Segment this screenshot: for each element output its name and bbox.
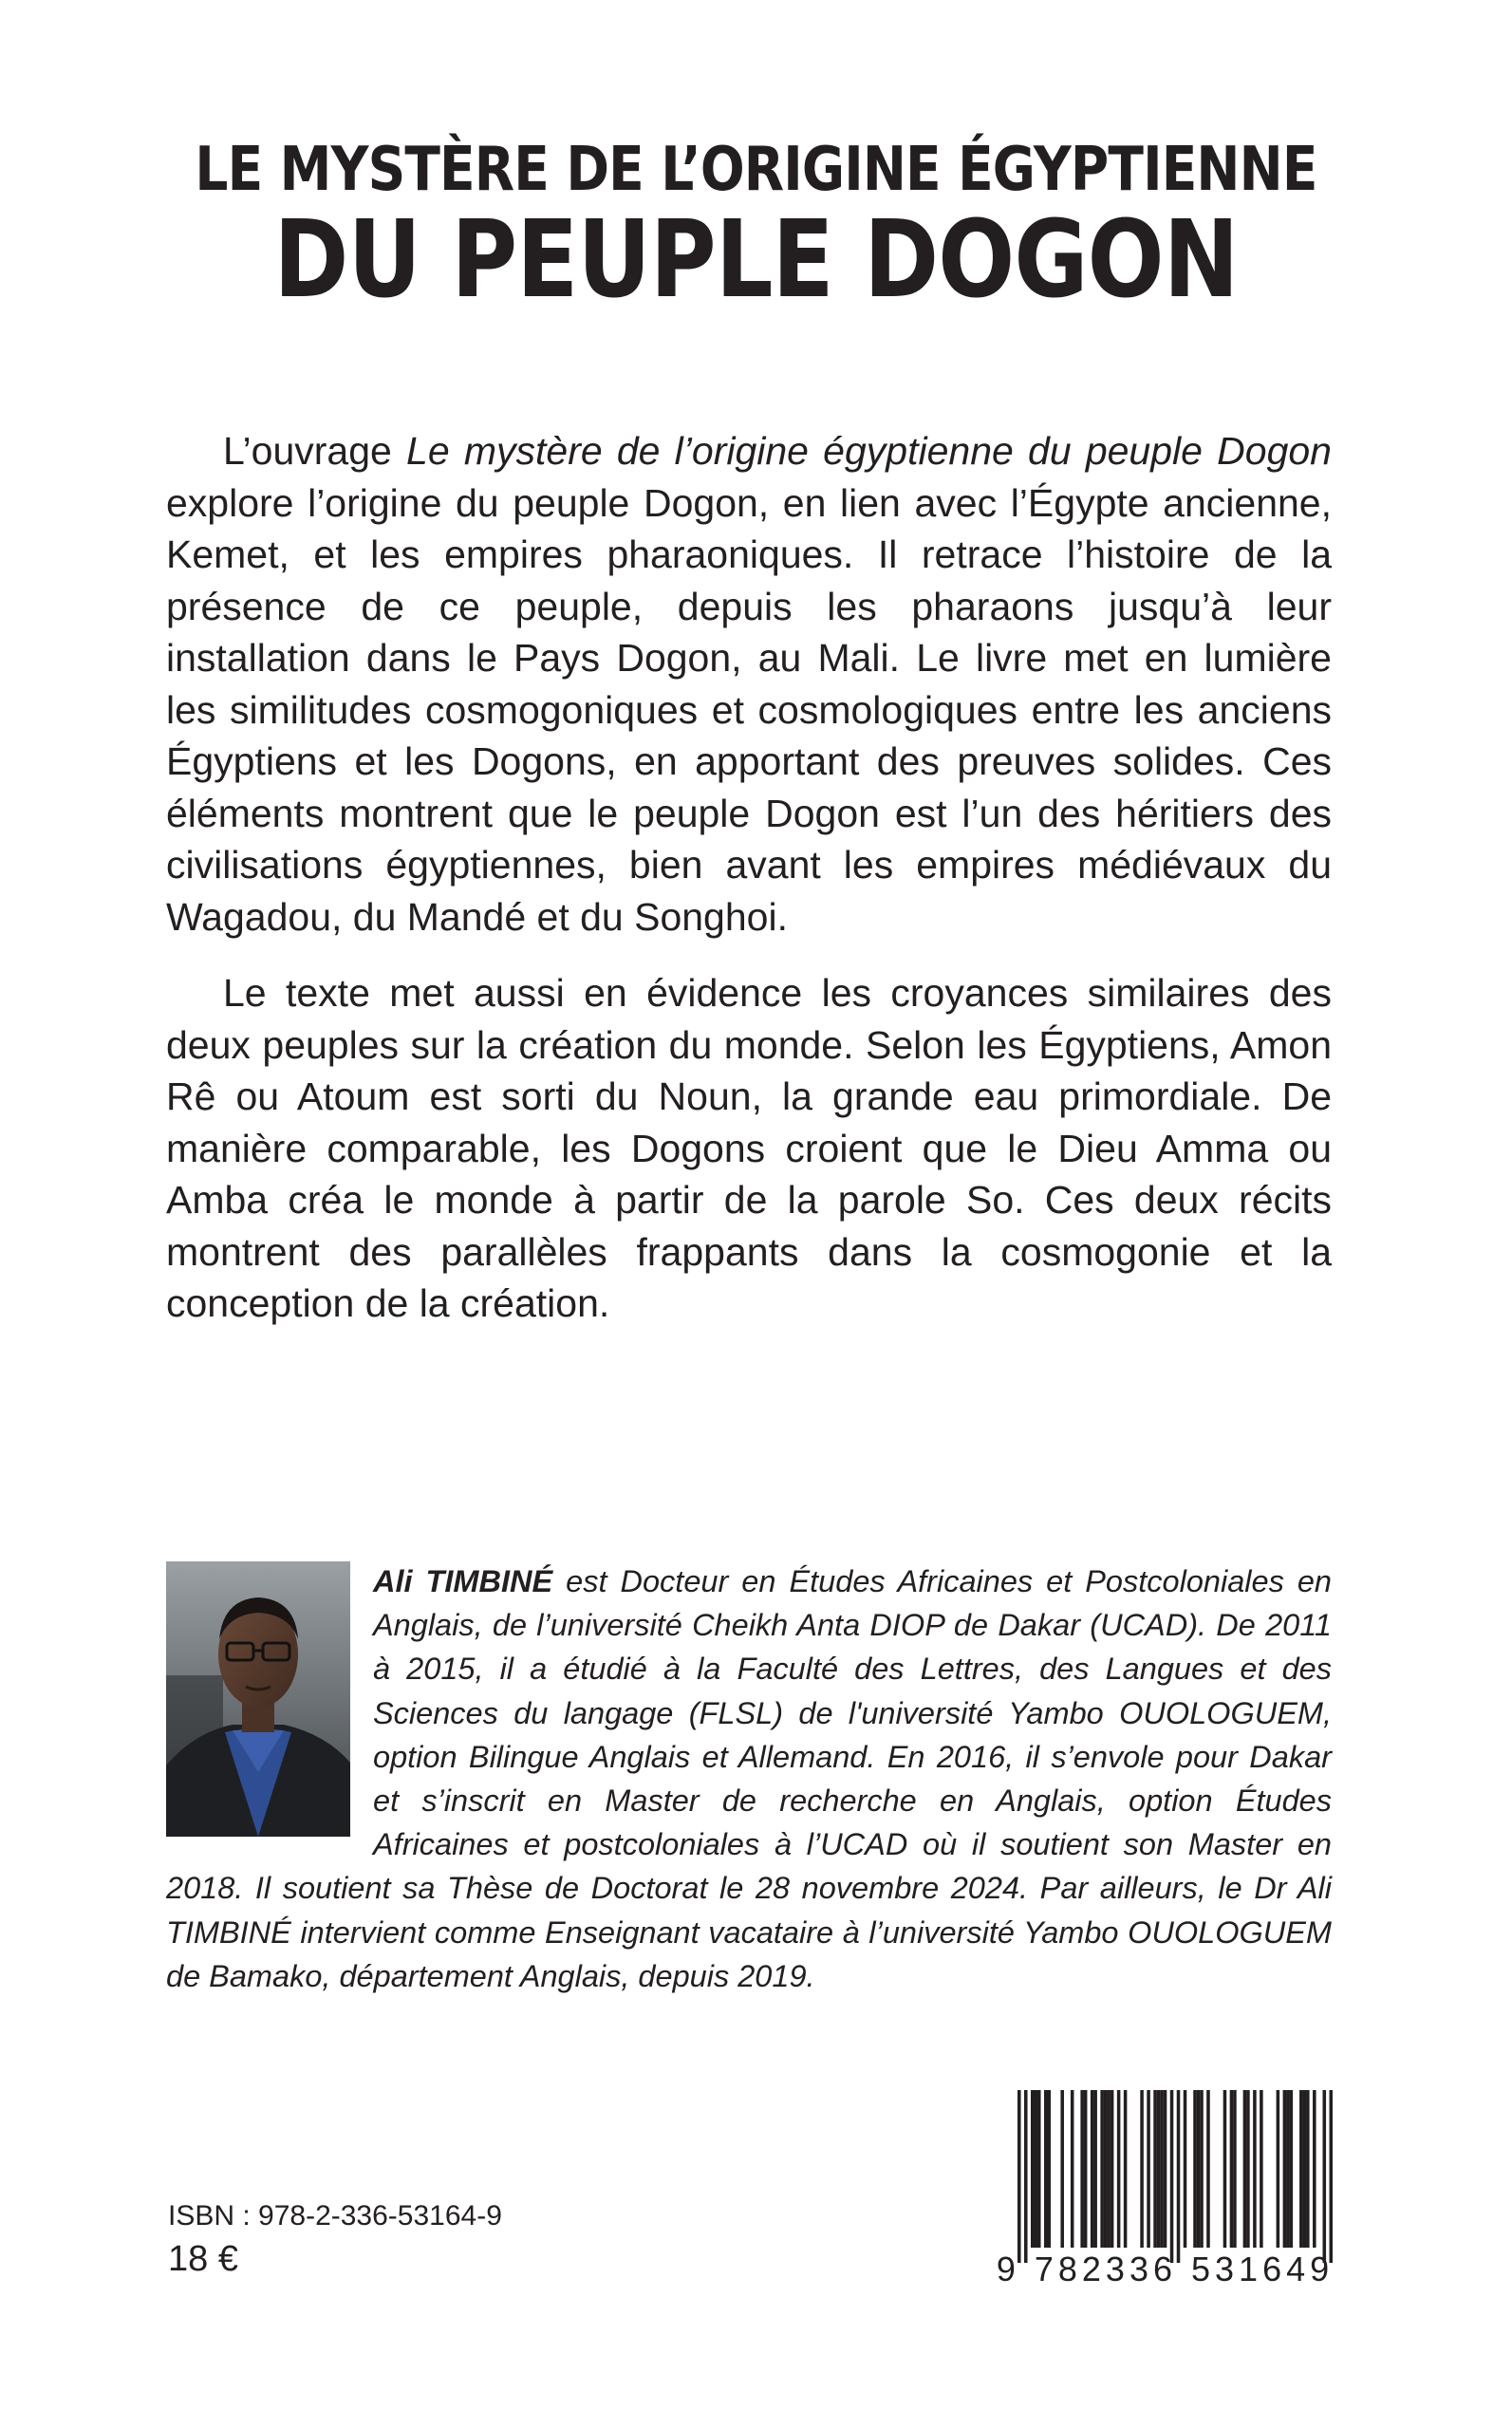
barcode-bar xyxy=(1290,2090,1294,2248)
price: 18 € xyxy=(168,2239,238,2279)
barcode-bar xyxy=(1060,2090,1064,2248)
barcode-bar xyxy=(1160,2090,1164,2248)
barcode-bar xyxy=(1253,2090,1257,2248)
barcode-digits: 9 782336 531649 xyxy=(996,2250,1335,2288)
author-bio xyxy=(166,1559,1332,1998)
barcode-bar xyxy=(1080,2090,1084,2248)
barcode-bar xyxy=(1034,2090,1037,2248)
isbn: ISBN : 978-2-336-53164-9 xyxy=(168,2200,502,2232)
barcode-bar xyxy=(1037,2090,1041,2248)
barcode-bar xyxy=(1107,2090,1111,2248)
barcode-bar xyxy=(1124,2090,1128,2248)
author-bio-text: est Docteur en Études Africaines et Postcoloniales en Anglais, de l’université Cheikh Anta DIOP de Dakar (UCAD). De 2011 à 2015, il a étudié à la Faculté des Lettres, des Langues et des Sciences du langage (FLSL) de l'université Yambo OUOLOGUEM, option Bilingue Anglais et Allemand. En 2016, il s’envole pour Dakar et s’inscrit en Master de recherche en Anglais, option Études Africaines et postcoloniales à l’UCAD où il soutient son Master en 2018. Il soutient sa Thèse de Doctorat le 28 novembre 2024. Par ailleurs, le Dr Ali TIMBINÉ intervient comme Enseignant vacataire à l’université Yambo OUOLOGUEM de Bamako, département Anglais, depuis 2019. xyxy=(166,1564,1332,1993)
barcode-bar xyxy=(1153,2090,1157,2248)
barcode-bar xyxy=(1071,2090,1074,2248)
barcode-bar xyxy=(1243,2090,1247,2248)
barcode-bar xyxy=(1193,2090,1197,2248)
barcode-bar xyxy=(1140,2090,1144,2248)
photo-spacer xyxy=(166,1559,373,1827)
barcode-bar xyxy=(1323,2090,1327,2263)
barcode-bar xyxy=(1197,2090,1201,2248)
barcode-bar xyxy=(1117,2090,1121,2248)
barcode-bar xyxy=(1177,2090,1181,2263)
barcode-bar xyxy=(1024,2090,1028,2263)
barcode xyxy=(1017,2090,1333,2263)
barcode-bar xyxy=(1031,2090,1035,2248)
barcode-bar xyxy=(1330,2090,1333,2263)
barcode-bar xyxy=(1246,2090,1250,2248)
barcode-bar xyxy=(1091,2090,1094,2248)
barcode-bar xyxy=(1147,2090,1150,2248)
summary-book-title: Le mystère de l’origine égyptienne du peuple Dogon xyxy=(406,429,1332,473)
summary-body: explore l’origine du peuple Dogon, en lien avec l’Égypte ancienne, Kemet, et les empires pharaoniques. Il retrace l’histoire de la présence de ce peuple, depuis les pharaons jusqu’à leur installation dans le Pays Dogon, au Mali. Le livre met en lumière les similitudes cosmogoniques et cosmologiques entre les anciens Égyptiens et les Dogons, en apportant des preuves solides. Ces éléments montrent que le peuple Dogon est l’un des héritiers des civilisations égyptiennes, bien avant les empires médiévaux du Wagadou, du Mandé et du Songhoi. xyxy=(166,480,1332,939)
book-title-line1: LE MYSTÈRE DE L’ORIGINE ÉGYPTIENNE xyxy=(195,135,1317,205)
barcode-bar xyxy=(1104,2090,1108,2248)
barcode-bar xyxy=(1100,2090,1104,2248)
barcode-bar xyxy=(1313,2090,1316,2248)
book-title-line2: DU PEUPLE DOGON xyxy=(273,198,1239,322)
barcode-bar xyxy=(1157,2090,1161,2248)
author-name: Ali TIMBINÉ xyxy=(373,1564,553,1598)
barcode-bar xyxy=(1223,2090,1227,2248)
barcode-bar xyxy=(1111,2090,1114,2248)
summary-paragraph-1 xyxy=(166,425,1332,943)
barcode-bar xyxy=(1170,2090,1174,2263)
barcode-bar xyxy=(1200,2090,1204,2248)
barcode-bar xyxy=(1084,2090,1088,2248)
barcode-bar xyxy=(1303,2090,1307,2248)
barcode-bar xyxy=(1047,2090,1051,2248)
barcode-bar xyxy=(1184,2090,1187,2248)
summary-paragraph-2: Le texte met aussi en évidence les croyances similaires des deux peuples sur la création du monde. Selon les Égyptiens, Amon Rê ou Atoum est sorti du Noun, la grande eau primordiale. De manière comparable, les Dogons croient que le Dieu Amma ou Amba créa le monde à partir de la parole So. Ces deux récits montrent des parallèles frappants dans la cosmogonie et la conception de la création. xyxy=(166,971,1332,1325)
barcode-bar xyxy=(1093,2090,1097,2248)
barcode-bar xyxy=(1286,2090,1290,2248)
book-summary xyxy=(166,425,1332,1330)
barcode-bar xyxy=(1277,2090,1280,2248)
barcode-bar xyxy=(1299,2090,1303,2248)
barcode-bar xyxy=(1044,2090,1048,2248)
barcode-bar xyxy=(1283,2090,1287,2248)
barcode-bar xyxy=(1206,2090,1210,2248)
barcode-bar xyxy=(1017,2090,1021,2263)
barcode-bar xyxy=(1233,2090,1237,2248)
barcode-bar xyxy=(1230,2090,1234,2248)
barcode-bar xyxy=(1260,2090,1263,2248)
barcode-bar xyxy=(1306,2090,1310,2248)
summary-lead: L’ouvrage xyxy=(223,429,407,473)
barcode-bar xyxy=(1164,2090,1167,2248)
